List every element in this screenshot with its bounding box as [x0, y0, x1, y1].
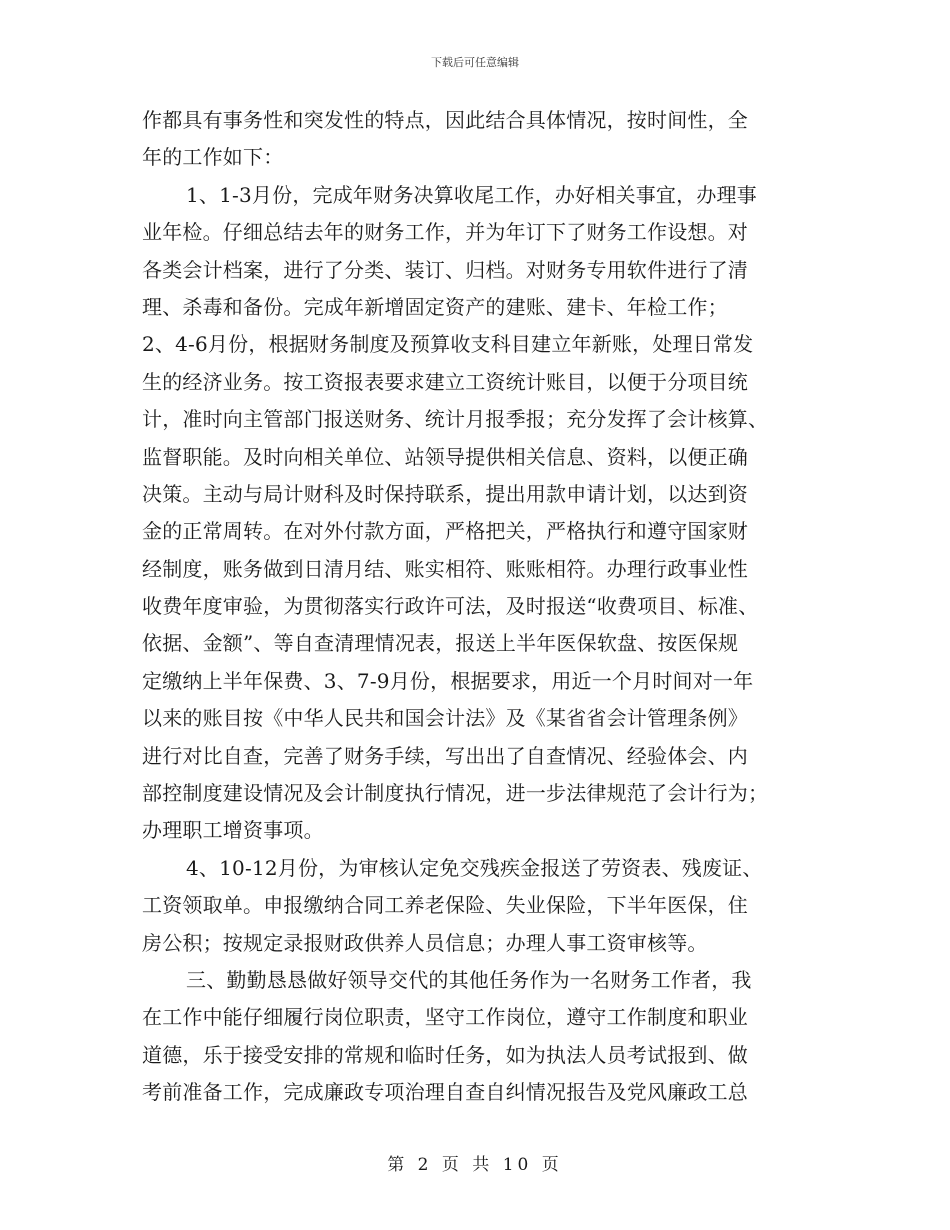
text-line: 年的工作如下： [142, 145, 284, 170]
text-line: 4、10-12月份，为审核认定免交残疾金报送了劳资表、残废证、 [186, 855, 763, 880]
text-line: 依据、金额”、等自查清理情况表，报送上半年医保软盘、按医保规 [142, 631, 739, 656]
text-line: 计，准时向主管部门报送财务、统计月报季报；充分发挥了会计核算、 [142, 407, 769, 432]
text-line: 决策。主动与局计财科及时保持联系，提出用款申请计划，以达到资 [142, 481, 748, 506]
text-line: 房公积；按规定录报财政供养人员信息；办理人事工资审核等。 [142, 930, 708, 955]
text-line: 理、杀毒和备份。完成年新增固定资产的建账、建卡、年检工作； [142, 294, 728, 319]
text-line: 2、4-6月份，根据财务制度及预算收支科目建立年新账，处理日常发 [142, 332, 754, 357]
text-line: 监督职能。及时向相关单位、站领导提供相关信息、资料，以便正确 [142, 444, 748, 469]
text-line: 金的正常周转。在对外付款方面，严格把关，严格执行和遵守国家财 [142, 519, 748, 544]
text-line: 定缴纳上半年保费、3、7-9月份，根据要求，用近一个月时间对一年 [142, 668, 754, 693]
text-line: 考前准备工作，完成廉政专项治理自查自纠情况报告及党风廉政工总 [142, 1080, 748, 1105]
text-line: 经制度，账务做到日清月结、账实相符、账账相符。办理行政事业性 [142, 556, 748, 581]
page-header: 下载后可任意编辑 [431, 56, 519, 69]
text-line: 1、1-3月份，完成年财务决算收尾工作，办好相关事宜，办理事 [186, 182, 757, 207]
text-line: 办理职工增资事项。 [142, 818, 324, 843]
text-line: 三、勤勤恳恳做好领导交代的其他任务作为一名财务工作者，我 [186, 967, 752, 992]
text-line: 业年检。仔细总结去年的财务工作，并为年订下了财务工作设想。对 [142, 220, 748, 245]
text-line: 工资领取单。申报缴纳合同工养老保险、失业保险，下半年医保，住 [142, 893, 748, 918]
text-line: 进行对比自查，完善了财务手续，写出出了自查情况、经验体会、内 [142, 743, 748, 768]
text-line: 以来的账目按《中华人民共和国会计法》及《某省省会计管理条例》 [142, 706, 748, 731]
text-line: 作都具有事务性和突发性的特点，因此结合具体情况，按时间性，全 [142, 108, 748, 132]
text-line: 各类会计档案，进行了分类、装订、归档。对财务专用软件进行了清 [142, 257, 748, 282]
text-line: 在工作中能仔细履行岗位职责，坚守工作岗位，遵守工作制度和职业 [142, 1005, 748, 1030]
text-line: 收费年度审验，为贯彻落实行政许可法，及时报送“收费项目、标准、 [142, 594, 759, 619]
text-line: 生的经济业务。按工资报表要求建立工资统计账目，以便于分项目统 [142, 369, 748, 394]
page-number: 第 2 页 共 10 页 [387, 1155, 563, 1175]
text-line: 部控制度建设情况及会计制度执行情况，进一步法律规范了会计行为； [142, 781, 769, 806]
text-line: 道德，乐于接受安排的常规和临时任务，如为执法人员考试报到、做 [142, 1042, 748, 1067]
document-body [142, 102, 822, 1112]
